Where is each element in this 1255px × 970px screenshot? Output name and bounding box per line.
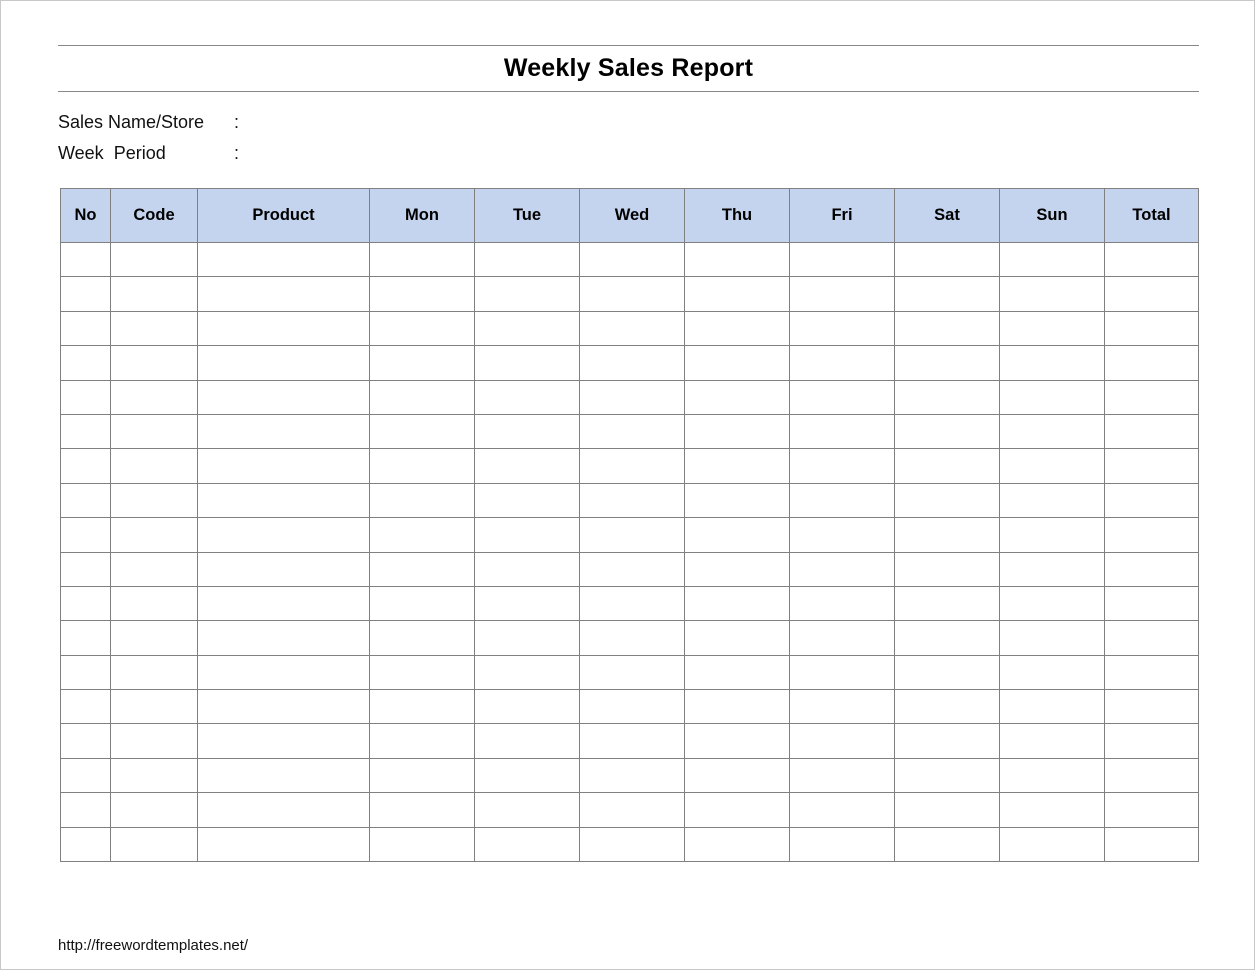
table-cell[interactable] xyxy=(1000,552,1105,586)
column-header-mon: Mon xyxy=(370,189,475,243)
table-cell[interactable] xyxy=(370,414,475,448)
table-cell[interactable] xyxy=(1000,311,1105,345)
table-cell[interactable] xyxy=(111,243,198,277)
table-cell[interactable] xyxy=(1000,758,1105,792)
table-cell[interactable] xyxy=(370,277,475,311)
table-cell[interactable] xyxy=(198,277,370,311)
table-cell[interactable] xyxy=(580,449,685,483)
table-cell[interactable] xyxy=(198,311,370,345)
table-cell[interactable] xyxy=(370,518,475,552)
table-cell[interactable] xyxy=(198,724,370,758)
table-cell[interactable] xyxy=(1000,724,1105,758)
table-row xyxy=(61,586,1199,620)
table-cell[interactable] xyxy=(685,277,790,311)
table-cell[interactable] xyxy=(111,346,198,380)
table-cell[interactable] xyxy=(790,827,895,861)
table-cell[interactable] xyxy=(895,277,1000,311)
table-cell[interactable] xyxy=(685,655,790,689)
table-cell[interactable] xyxy=(1000,655,1105,689)
table-cell[interactable] xyxy=(475,449,580,483)
table-cell[interactable] xyxy=(61,311,111,345)
table-cell[interactable] xyxy=(790,690,895,724)
table-cell[interactable] xyxy=(895,243,1000,277)
weekly-sales-table xyxy=(60,188,1199,862)
table-cell[interactable] xyxy=(1000,621,1105,655)
table-cell[interactable] xyxy=(895,758,1000,792)
table-cell[interactable] xyxy=(790,758,895,792)
table-cell[interactable] xyxy=(1105,346,1199,380)
table-cell[interactable] xyxy=(370,483,475,517)
table-cell[interactable] xyxy=(475,690,580,724)
table-cell[interactable] xyxy=(198,449,370,483)
table-body xyxy=(61,243,1199,862)
table-cell[interactable] xyxy=(685,552,790,586)
table-cell[interactable] xyxy=(370,758,475,792)
table-cell[interactable] xyxy=(895,655,1000,689)
column-header-product: Product xyxy=(198,189,370,243)
table-cell[interactable] xyxy=(1105,827,1199,861)
meta-label-week-period: Week Period xyxy=(58,143,166,163)
table-cell[interactable] xyxy=(580,793,685,827)
table-cell[interactable] xyxy=(1105,724,1199,758)
table-cell[interactable] xyxy=(1000,277,1105,311)
table-row xyxy=(61,758,1199,792)
table-cell[interactable] xyxy=(475,380,580,414)
table-row xyxy=(61,380,1199,414)
table-cell[interactable] xyxy=(1000,483,1105,517)
table-row xyxy=(61,414,1199,448)
table-cell[interactable] xyxy=(580,414,685,448)
table-row xyxy=(61,690,1199,724)
table-cell[interactable] xyxy=(1105,655,1199,689)
table-cell[interactable] xyxy=(111,518,198,552)
column-header-sun: Sun xyxy=(1000,189,1105,243)
table-cell[interactable] xyxy=(580,621,685,655)
table-cell[interactable] xyxy=(111,552,198,586)
table-cell[interactable] xyxy=(475,827,580,861)
table-row xyxy=(61,724,1199,758)
table-cell[interactable] xyxy=(111,414,198,448)
table-cell[interactable] xyxy=(685,793,790,827)
table-row xyxy=(61,483,1199,517)
table-row xyxy=(61,449,1199,483)
table-cell[interactable] xyxy=(198,586,370,620)
table-cell[interactable] xyxy=(198,621,370,655)
table-cell[interactable] xyxy=(61,690,111,724)
table-cell[interactable] xyxy=(1105,586,1199,620)
table-cell[interactable] xyxy=(198,758,370,792)
table-cell[interactable] xyxy=(111,449,198,483)
table-cell[interactable] xyxy=(685,586,790,620)
table-cell[interactable] xyxy=(370,380,475,414)
table-cell[interactable] xyxy=(475,655,580,689)
table-cell[interactable] xyxy=(685,414,790,448)
document-meta-fields xyxy=(58,107,558,169)
table-cell[interactable] xyxy=(475,758,580,792)
table-cell[interactable] xyxy=(790,793,895,827)
table-cell[interactable] xyxy=(198,518,370,552)
table-cell[interactable] xyxy=(580,724,685,758)
table-cell[interactable] xyxy=(1000,827,1105,861)
table-row xyxy=(61,346,1199,380)
table-cell[interactable] xyxy=(685,243,790,277)
table-cell[interactable] xyxy=(370,655,475,689)
table-cell[interactable] xyxy=(895,586,1000,620)
table-cell[interactable] xyxy=(61,724,111,758)
table-cell[interactable] xyxy=(61,793,111,827)
table-cell[interactable] xyxy=(790,414,895,448)
table-cell[interactable] xyxy=(1105,449,1199,483)
table-cell[interactable] xyxy=(1105,690,1199,724)
table-cell[interactable] xyxy=(61,380,111,414)
table-row xyxy=(61,793,1199,827)
meta-label-sales-name: Sales Name/Store xyxy=(58,112,205,132)
table-cell[interactable] xyxy=(111,311,198,345)
table-cell[interactable] xyxy=(580,518,685,552)
table-cell[interactable] xyxy=(580,586,685,620)
table-cell[interactable] xyxy=(370,793,475,827)
table-row xyxy=(61,311,1199,345)
table-cell[interactable] xyxy=(580,655,685,689)
table-row xyxy=(61,621,1199,655)
table-cell[interactable] xyxy=(198,690,370,724)
table-cell[interactable] xyxy=(198,655,370,689)
table-cell[interactable] xyxy=(61,586,111,620)
table-cell[interactable] xyxy=(1000,414,1105,448)
table-cell[interactable] xyxy=(61,449,111,483)
table-cell[interactable] xyxy=(580,277,685,311)
table-cell[interactable] xyxy=(1000,518,1105,552)
column-header-total: Total xyxy=(1105,189,1199,243)
table-cell[interactable] xyxy=(111,690,198,724)
table-cell[interactable] xyxy=(370,449,475,483)
table-row xyxy=(61,552,1199,586)
table-cell[interactable] xyxy=(790,311,895,345)
table-cell[interactable] xyxy=(790,552,895,586)
meta-colon-sales-name: : xyxy=(234,112,240,132)
table-cell[interactable] xyxy=(475,518,580,552)
table-cell[interactable] xyxy=(580,243,685,277)
table-cell[interactable] xyxy=(61,552,111,586)
table-cell[interactable] xyxy=(198,243,370,277)
table-cell[interactable] xyxy=(475,621,580,655)
table-cell[interactable] xyxy=(1105,518,1199,552)
footer-url: http://freewordtemplates.net/ xyxy=(58,937,249,954)
table-cell[interactable] xyxy=(895,690,1000,724)
table-row xyxy=(61,518,1199,552)
table-row xyxy=(61,277,1199,311)
table-cell[interactable] xyxy=(580,552,685,586)
document-title-band xyxy=(58,45,1199,92)
table-cell[interactable] xyxy=(790,586,895,620)
table-cell[interactable] xyxy=(685,621,790,655)
table-cell[interactable] xyxy=(475,311,580,345)
table-header-row xyxy=(61,189,1199,243)
table-cell[interactable] xyxy=(790,243,895,277)
table-cell[interactable] xyxy=(370,621,475,655)
table-cell[interactable] xyxy=(790,346,895,380)
table-row xyxy=(61,827,1199,861)
table-cell[interactable] xyxy=(685,483,790,517)
table-cell[interactable] xyxy=(61,346,111,380)
table-row xyxy=(61,243,1199,277)
table-cell[interactable] xyxy=(895,793,1000,827)
table-cell[interactable] xyxy=(475,552,580,586)
page-title: Weekly Sales Report xyxy=(503,54,754,82)
table-cell[interactable] xyxy=(790,380,895,414)
table-cell[interactable] xyxy=(895,449,1000,483)
table-cell[interactable] xyxy=(685,758,790,792)
table-cell[interactable] xyxy=(370,243,475,277)
table-cell[interactable] xyxy=(198,483,370,517)
table-cell[interactable] xyxy=(790,518,895,552)
table-cell[interactable] xyxy=(895,724,1000,758)
column-header-thu: Thu xyxy=(685,189,790,243)
table-cell[interactable] xyxy=(1105,311,1199,345)
table-cell[interactable] xyxy=(370,346,475,380)
table-cell[interactable] xyxy=(790,724,895,758)
table-cell[interactable] xyxy=(1105,243,1199,277)
table-cell[interactable] xyxy=(685,690,790,724)
table-cell[interactable] xyxy=(198,793,370,827)
table-cell[interactable] xyxy=(61,518,111,552)
meta-row-week-period xyxy=(58,138,558,169)
table-cell[interactable] xyxy=(61,827,111,861)
table-cell[interactable] xyxy=(111,586,198,620)
table-cell[interactable] xyxy=(475,793,580,827)
meta-colon-week-period: : xyxy=(234,143,240,163)
table-cell[interactable] xyxy=(1000,346,1105,380)
table-cell[interactable] xyxy=(895,483,1000,517)
table-cell[interactable] xyxy=(61,758,111,792)
table-cell[interactable] xyxy=(895,311,1000,345)
column-header-fri: Fri xyxy=(790,189,895,243)
table-cell[interactable] xyxy=(198,552,370,586)
table-cell[interactable] xyxy=(895,552,1000,586)
table-cell[interactable] xyxy=(895,380,1000,414)
table-cell[interactable] xyxy=(370,690,475,724)
table-cell[interactable] xyxy=(685,380,790,414)
table-cell[interactable] xyxy=(475,586,580,620)
table-cell[interactable] xyxy=(1105,380,1199,414)
table-cell[interactable] xyxy=(895,621,1000,655)
table-cell[interactable] xyxy=(475,277,580,311)
table-cell[interactable] xyxy=(790,483,895,517)
table-cell[interactable] xyxy=(61,621,111,655)
table-cell[interactable] xyxy=(580,346,685,380)
table-cell[interactable] xyxy=(790,655,895,689)
table-cell[interactable] xyxy=(61,243,111,277)
meta-row-sales-name xyxy=(58,107,558,138)
table-cell[interactable] xyxy=(198,414,370,448)
table-cell[interactable] xyxy=(111,758,198,792)
table-cell[interactable] xyxy=(1000,449,1105,483)
table-cell[interactable] xyxy=(475,243,580,277)
table-cell[interactable] xyxy=(198,346,370,380)
table-cell[interactable] xyxy=(198,827,370,861)
table-cell[interactable] xyxy=(580,483,685,517)
column-header-code: Code xyxy=(111,189,198,243)
table-cell[interactable] xyxy=(580,758,685,792)
table-cell[interactable] xyxy=(580,827,685,861)
table-cell[interactable] xyxy=(1105,277,1199,311)
table-cell[interactable] xyxy=(1000,586,1105,620)
table-row xyxy=(61,655,1199,689)
table-cell[interactable] xyxy=(1000,380,1105,414)
table-cell[interactable] xyxy=(61,483,111,517)
table-cell[interactable] xyxy=(370,552,475,586)
column-header-wed: Wed xyxy=(580,189,685,243)
table-cell[interactable] xyxy=(61,277,111,311)
table-cell[interactable] xyxy=(1105,793,1199,827)
table-cell[interactable] xyxy=(198,380,370,414)
table-cell[interactable] xyxy=(61,414,111,448)
table-cell[interactable] xyxy=(370,311,475,345)
table-cell[interactable] xyxy=(1000,793,1105,827)
table-cell[interactable] xyxy=(685,827,790,861)
table-cell[interactable] xyxy=(370,827,475,861)
table-cell[interactable] xyxy=(685,449,790,483)
table-cell[interactable] xyxy=(1105,483,1199,517)
table-cell[interactable] xyxy=(580,311,685,345)
table-cell[interactable] xyxy=(111,380,198,414)
table-cell[interactable] xyxy=(685,724,790,758)
column-header-tue: Tue xyxy=(475,189,580,243)
table-cell[interactable] xyxy=(370,724,475,758)
table-cell[interactable] xyxy=(790,449,895,483)
table-cell[interactable] xyxy=(1105,621,1199,655)
table-cell[interactable] xyxy=(685,346,790,380)
table-cell[interactable] xyxy=(370,586,475,620)
table-cell[interactable] xyxy=(685,311,790,345)
table-cell[interactable] xyxy=(475,346,580,380)
table-cell[interactable] xyxy=(580,690,685,724)
table-cell[interactable] xyxy=(895,346,1000,380)
column-header-sat: Sat xyxy=(895,189,1000,243)
table-cell[interactable] xyxy=(475,724,580,758)
table-cell[interactable] xyxy=(895,414,1000,448)
table-cell[interactable] xyxy=(111,483,198,517)
column-header-no: No xyxy=(61,189,111,243)
table-cell[interactable] xyxy=(1105,552,1199,586)
table-cell[interactable] xyxy=(685,518,790,552)
table-cell[interactable] xyxy=(1000,243,1105,277)
table-cell[interactable] xyxy=(1105,758,1199,792)
table-cell[interactable] xyxy=(111,724,198,758)
table-cell[interactable] xyxy=(475,414,580,448)
table-cell[interactable] xyxy=(111,277,198,311)
table-cell[interactable] xyxy=(895,827,1000,861)
table-cell[interactable] xyxy=(580,380,685,414)
table-cell[interactable] xyxy=(111,621,198,655)
table-cell[interactable] xyxy=(1000,690,1105,724)
table-cell[interactable] xyxy=(111,827,198,861)
table-cell[interactable] xyxy=(1105,414,1199,448)
table-cell[interactable] xyxy=(895,518,1000,552)
table-cell[interactable] xyxy=(790,621,895,655)
table-cell[interactable] xyxy=(475,483,580,517)
table-cell[interactable] xyxy=(61,655,111,689)
table-cell[interactable] xyxy=(790,277,895,311)
table-cell[interactable] xyxy=(111,793,198,827)
table-cell[interactable] xyxy=(111,655,198,689)
